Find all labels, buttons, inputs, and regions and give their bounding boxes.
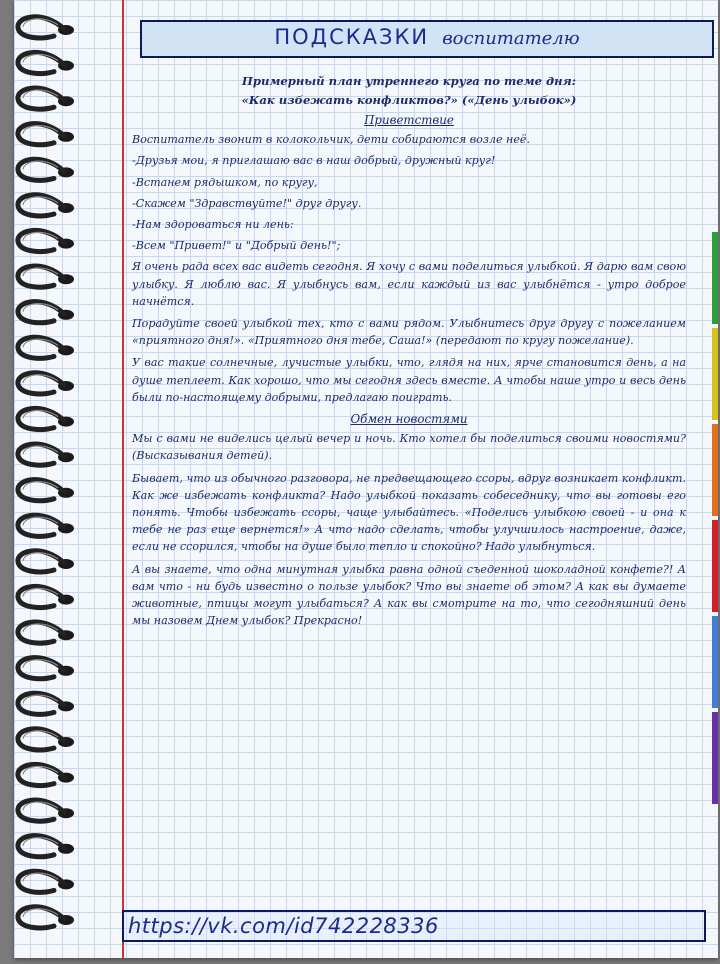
spiral-ring xyxy=(18,230,74,251)
spiral-ring xyxy=(18,159,74,180)
spiral-ring xyxy=(18,622,74,643)
spiral-ring xyxy=(18,515,74,536)
spiral-ring xyxy=(18,871,74,892)
text-line: Воспитатель звонит в колокольчик, дети собираются возле неё. xyxy=(132,133,531,147)
text-line: -Нам здороваться ни лень: xyxy=(132,218,294,232)
color-tab xyxy=(712,328,718,420)
color-tab xyxy=(712,616,718,708)
spiral-ring xyxy=(18,88,74,109)
spiral-ring xyxy=(18,408,74,429)
color-tab xyxy=(712,520,718,612)
color-tab xyxy=(712,424,718,516)
plan-title-line-1: Примерный план утреннего круга по теме дня: xyxy=(241,74,577,88)
spiral-ring xyxy=(18,551,74,572)
spiral-ring xyxy=(18,17,74,38)
color-tabs xyxy=(712,0,718,958)
spiral-ring xyxy=(18,586,74,607)
header-subtitle: воспитателю xyxy=(442,28,580,49)
spiral-ring xyxy=(18,266,74,287)
header-banner xyxy=(140,20,714,58)
footer-link-box xyxy=(122,910,706,942)
color-tab xyxy=(712,712,718,804)
paragraph: Бывает, что из обычного разговора, не предвещающего ссоры, вдруг возникает конфликт. Как же избежать конфликта? Надо улыбкой показать собеседнику, что вы готовы его понять. Чтобы избежать ссоры, чаще улыбайтесь. «Поделись улыбкою своей - и она к тебе не раз еще вернется!» А что надо сделать, чтобы улучшилось настроение, даже, если не ссорился, чтобы на душе было тепло и спокойно? Надо улыбнуться. xyxy=(132,471,686,554)
spiral-binding xyxy=(14,0,94,958)
vk-profile-link[interactable]: https://vk.com/id742228336 xyxy=(128,914,439,938)
color-tab xyxy=(712,232,718,324)
document-body xyxy=(132,72,686,634)
spiral-ring xyxy=(18,480,74,501)
spiral-ring xyxy=(18,52,74,73)
spiral-ring xyxy=(18,800,74,821)
spiral-ring xyxy=(18,764,74,785)
paragraph: Порадуйте своей улыбкой тех, кто с вами рядом. Улыбнитесь друг другу с пожеланием «приятного дня!». «Приятного дня тебе, Саша!» (передают по кругу пожелание). xyxy=(132,317,686,348)
spiral-ring xyxy=(18,729,74,750)
section-heading-greeting: Приветствие xyxy=(364,113,454,127)
spiral-ring xyxy=(18,302,74,323)
spiral-ring xyxy=(18,337,74,358)
paragraph: Мы с вами не виделись целый вечер и ночь. Кто хотел бы поделиться своими новостями? (Высказывания детей). xyxy=(132,432,686,463)
spiral-ring xyxy=(18,658,74,679)
paragraph: У вас такие солнечные, лучистые улыбки, что, глядя на них, ярче становится день, а на душе теплеет. Как хорошо, что мы сегодня здесь вместе. А чтобы наше утро и весь день были по-настоящему добрыми, предлагаю поиграть. xyxy=(132,356,686,404)
header-title: ПОДСКАЗКИ xyxy=(274,25,430,49)
section-heading-news: Обмен новостями xyxy=(350,412,468,427)
spiral-ring xyxy=(18,907,74,928)
spiral-ring xyxy=(18,836,74,857)
spiral-ring xyxy=(18,693,74,714)
text-line: -Встанем рядышком, по кругу, xyxy=(132,175,318,189)
margin-line xyxy=(122,0,124,958)
spiral-ring xyxy=(18,444,74,465)
text-line: -Всем "Привет!" и "Добрый день!"; xyxy=(132,239,341,253)
spiral-ring xyxy=(18,124,74,145)
spiral-ring xyxy=(18,195,74,216)
paragraph: Я очень рада всех вас видеть сегодня. Я хочу с вами поделиться улыбкой. Я дарю вам свою улыбку. Я люблю вас. Я улыбнусь вам, если каждый из вас улыбнётся - утро доброе начнётся. xyxy=(132,260,686,308)
paragraph: А вы знаете, что одна минутная улыбка равна одной съеденной шоколадной конфете?! А вам что - ни будь известно о пользе улыбок? Что вы знаете об этом? А как вы думаете животные, птицы могут улыбаться? А как вы смотрите на то, что сегодняшний день мы назовем Днем улыбок? Прекрасно! xyxy=(132,562,686,628)
plan-title-line-2: «Как избежать конфликтов?» («День улыбок») xyxy=(241,93,577,107)
text-line: -Скажем "Здравствуйте!" друг другу. xyxy=(132,196,362,210)
text-line: -Друзья мои, я приглашаю вас в наш добрый, дружный круг! xyxy=(132,154,496,168)
spiral-ring xyxy=(18,373,74,394)
